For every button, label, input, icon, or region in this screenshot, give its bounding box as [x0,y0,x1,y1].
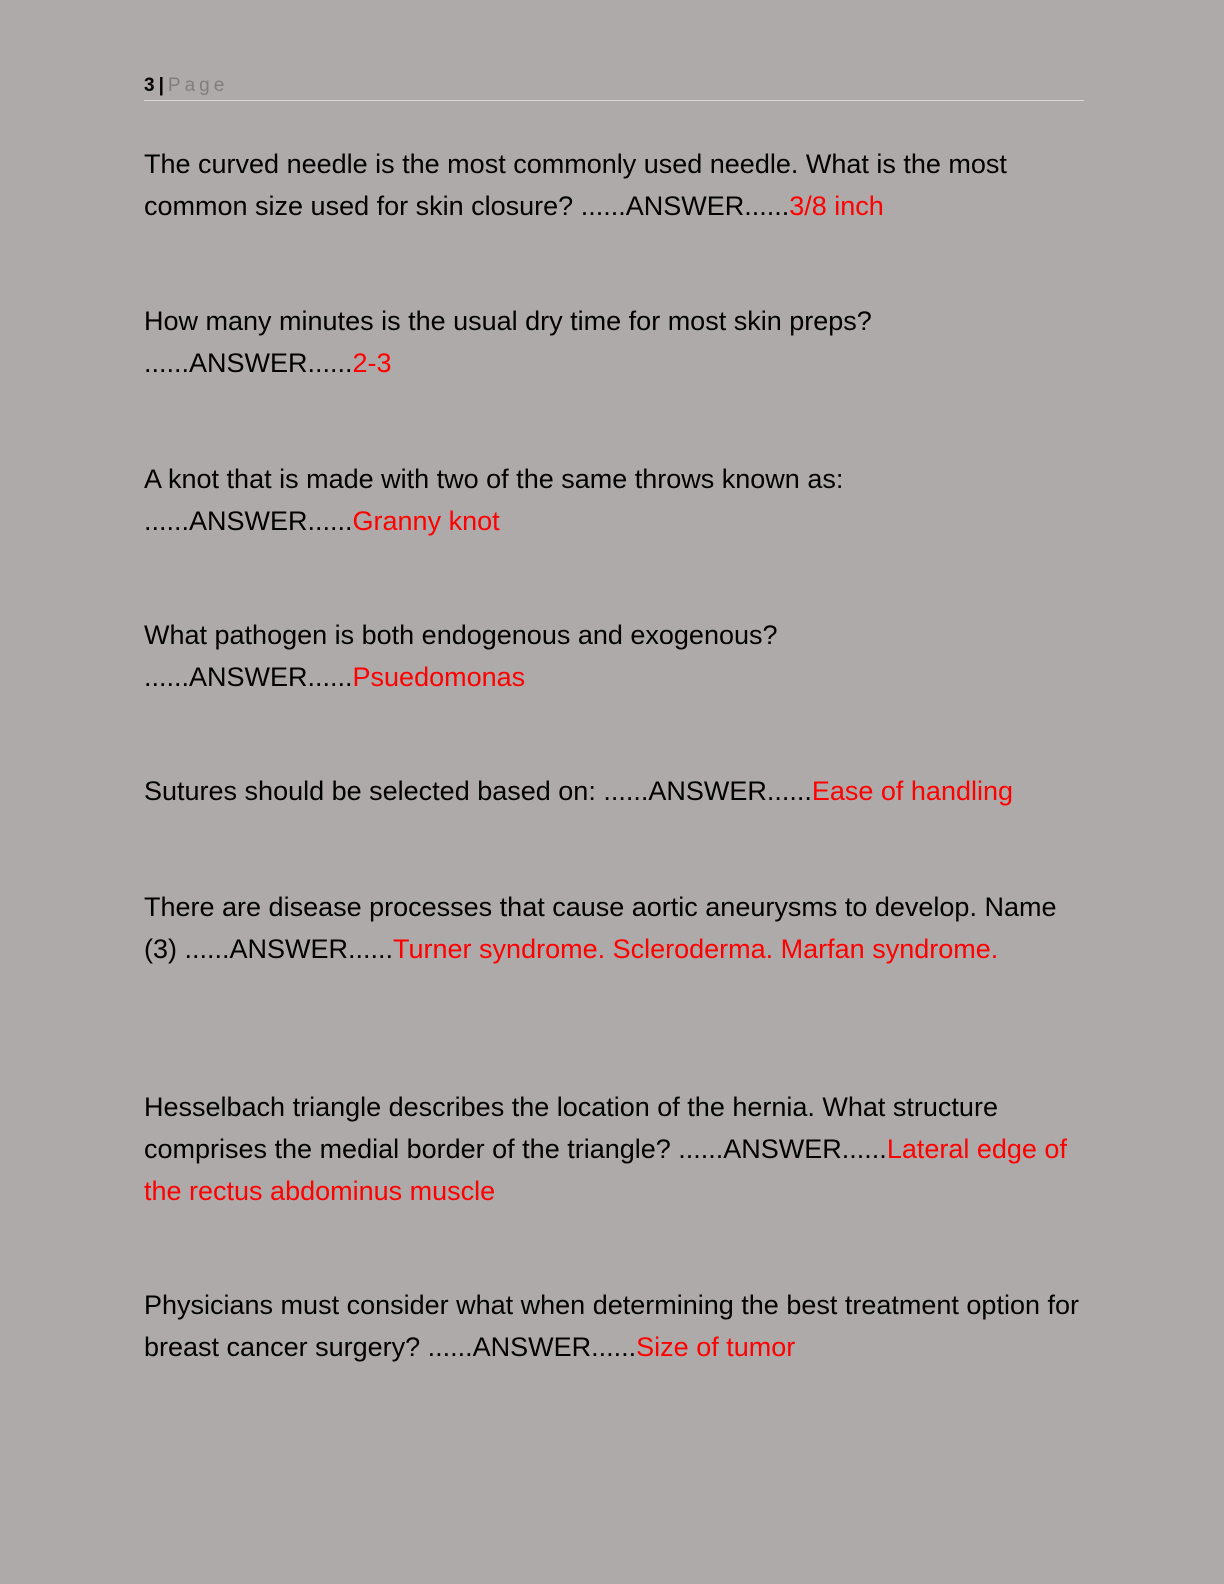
qa-item-2 [144,300,1084,384]
answer-text: Granny knot [352,506,500,536]
answer-text: 2-3 [352,348,392,378]
question-text: How many minutes is the usual dry time for most skin preps? [144,306,872,336]
qa-item-8 [144,1284,1084,1368]
qa-item-3 [144,458,1084,542]
qa-item-1 [144,143,1084,227]
answer-marker: ......ANSWER...... [427,1332,637,1362]
answer-marker: ......ANSWER...... [603,776,812,806]
answer-marker: ......ANSWER...... [144,348,353,378]
page-separator: | [158,75,164,96]
answer-text: Psuedomonas [352,662,526,692]
page-number: 3 [144,75,155,96]
answer-marker: ......ANSWER...... [144,506,353,536]
qa-item-7 [144,1086,1084,1212]
answer-marker: ......ANSWER...... [580,191,790,221]
answer-text: Lateral edge of the rectus abdominus muscle [144,1134,1067,1206]
answer-text: 3/8 inch [789,191,884,221]
answer-text: Size of tumor [636,1332,796,1362]
qa-item-4 [144,614,1084,698]
answer-text: Ease of handling [811,776,1014,806]
question-text: Physicians must consider what when determining the best treatment option for breast cancer surgery? [144,1290,1079,1362]
question-text: A knot that is made with two of the same throws known as: [144,464,844,494]
page-label: Page [167,75,229,96]
question-text: The curved needle is the most commonly used needle. What is the most common size used for skin closure? [144,149,1007,221]
question-text: Sutures should be selected based on: [144,776,604,806]
answer-marker: ......ANSWER...... [678,1134,887,1164]
answer-marker: ......ANSWER...... [144,662,353,692]
answer-marker: ......ANSWER...... [184,934,394,964]
question-text: There are disease processes that cause aortic aneurysms to develop. Name (3) [144,892,1057,964]
qa-item-5 [144,770,1084,812]
question-text: Hesselbach triangle describes the location of the hernia. What structure comprises the medial border of the triangle? [144,1092,998,1164]
question-text: What pathogen is both endogenous and exogenous? [144,620,778,650]
page-header [144,72,1084,101]
qa-item-6 [144,886,1084,970]
answer-text: Turner syndrome. Scleroderma. Marfan syndrome. [393,934,999,964]
